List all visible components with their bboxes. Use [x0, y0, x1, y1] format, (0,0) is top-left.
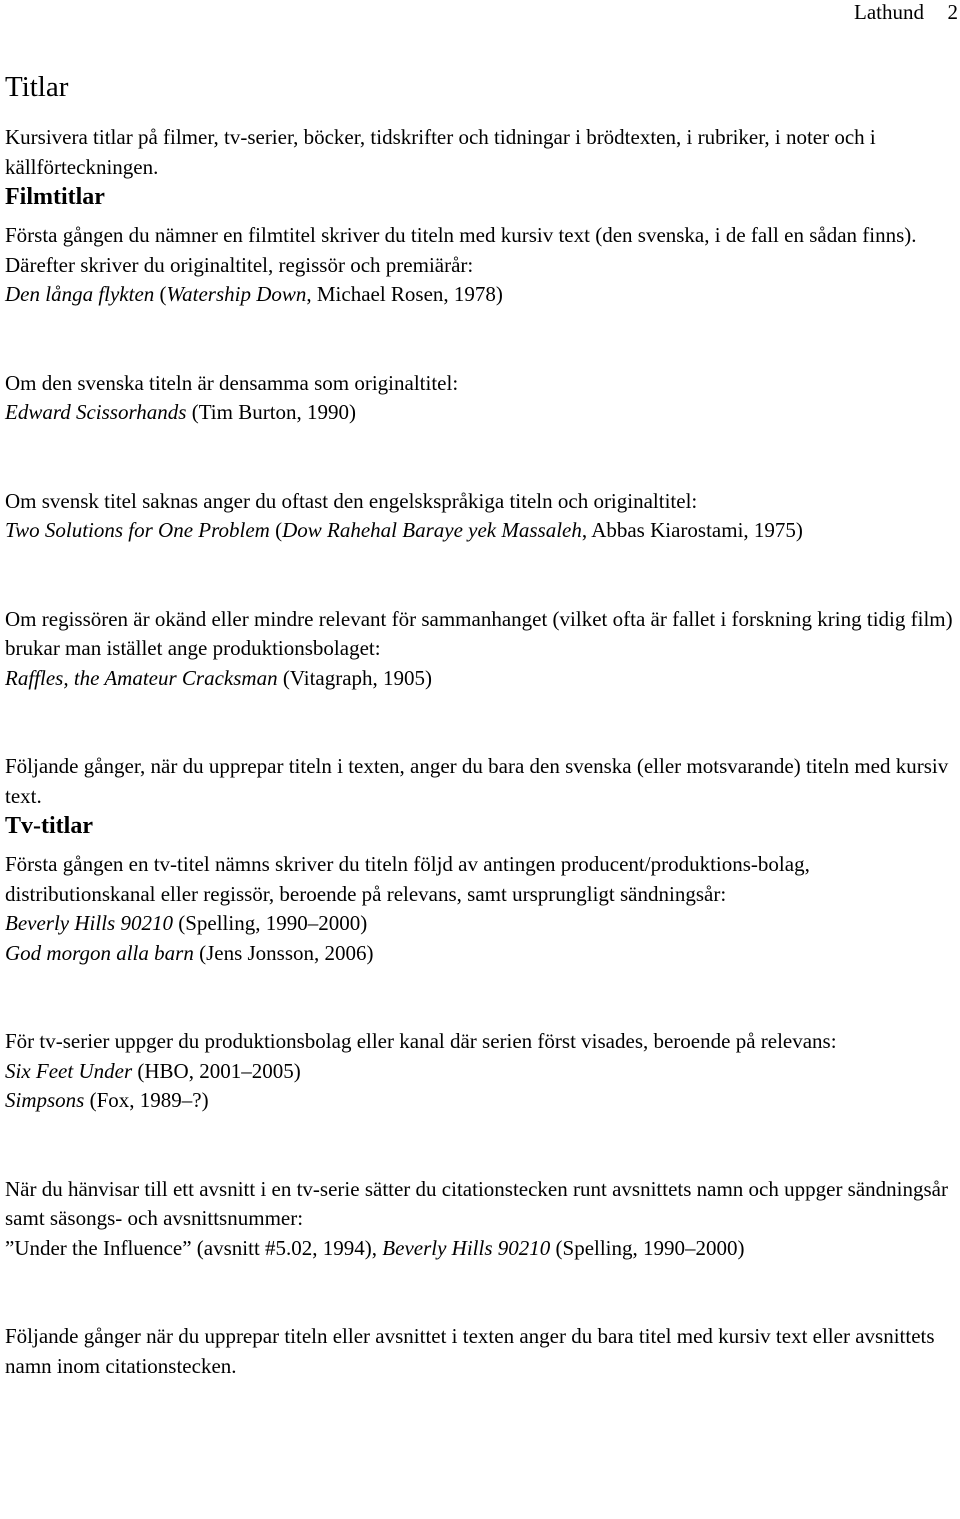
tv-paragraph-3: [5, 1175, 955, 1264]
film-paragraph-2: [5, 369, 955, 428]
tv-title: Six Feet Under: [5, 1058, 133, 1083]
film-paragraph-4: [5, 605, 955, 694]
tv-paragraph-2: [5, 1027, 955, 1116]
page-header: [0, 0, 960, 26]
tv-paragraph-4: Följande gånger när du upprepar titeln eller avsnittet i texten anger du bara titel med kursiv text eller avsnittets namn inom citationstecken.: [5, 1324, 935, 1378]
intro-paragraph: Kursivera titlar på filmer, tv-serier, böcker, tidskrifter och tidningar i brödtexten, i rubriker, i noter och i källförteckningen.: [5, 125, 876, 179]
running-title: Lathund: [854, 0, 924, 24]
film-heading: Filmtitlar: [5, 184, 105, 210]
film-p1-text: Första gången du nämner en filmtitel skriver du titeln med kursiv text (den svenska, i de fall en sådan finns). Därefter skriver du originaltitel, regissör och premiärår:: [5, 223, 917, 277]
film-title: Edward Scissorhands: [5, 400, 187, 424]
tv-paragraph-1: [5, 850, 955, 968]
tv-p2-text: För tv-serier uppger du produktionsbolag eller kanal där serien först visades, beroende på relevans:: [5, 1029, 837, 1053]
film-title-en: Two Solutions for One Problem: [5, 518, 270, 542]
tv-p1-example-1: Beverly Hills 90210 (Spelling, 1990–2000): [5, 911, 368, 935]
film-paragraph-3: [5, 487, 955, 546]
film-paragraph-5: Följande gånger, när du upprepar titeln i texten, anger du bara den svenska (eller motsvarande) titeln med kursiv text.: [5, 754, 949, 808]
tv-heading: Tv-titlar: [5, 813, 93, 839]
film-p3-example: Two Solutions for One Problem (Dow Rahehal Baraye yek Massaleh, Abbas Kiarostami, 1975): [5, 518, 803, 542]
tv-title: Simpsons: [5, 1088, 85, 1112]
tv-p1-text: Första gången en tv-titel nämns skriver du titeln följd av antingen producent/produktions-bolag, distributionskanal eller regissör, beroende på relevans, samt ursprungligt sändningsår:: [5, 852, 810, 906]
tv-p2-example-1: Six Feet Under (HBO, 2001–2005): [5, 1058, 301, 1083]
film-p3-text: Om svensk titel saknas anger du oftast den engelskspråkiga titeln och originaltitel:: [5, 488, 698, 513]
page-number: 2: [947, 0, 958, 24]
film-p2-text: Om den svenska titeln är densamma som originaltitel:: [5, 370, 459, 395]
tv-title: God morgon alla barn: [5, 940, 194, 965]
tv-p2-example-2: Simpsons (Fox, 1989–?): [5, 1088, 209, 1112]
film-p2-example: Edward Scissorhands (Tim Burton, 1990): [5, 400, 357, 424]
film-p1-example: Den långa flykten (Watership Down, Michael Rosen, 1978): [5, 282, 503, 306]
film-title-orig: Watership Down: [166, 282, 307, 306]
film-title-sv: Den långa flykten: [5, 282, 155, 306]
tv-title: Beverly Hills 90210: [382, 1235, 551, 1260]
tv-title: Beverly Hills 90210: [5, 911, 173, 935]
film-p4-text: Om regissören är okänd eller mindre relevant för sammanhanget (vilket ofta är fallet i forskning kring tidig film) brukar man istället ange produktionsbolaget:: [5, 606, 953, 660]
section-title: Titlar: [5, 71, 69, 103]
tv-p3-example: ”Under the Influence” (avsnitt #5.02, 1994), Beverly Hills 90210 (Spelling, 1990–2000): [5, 1235, 745, 1260]
tv-p3-text: När du hänvisar till ett avsnitt i en tv-serie sätter du citationstecken runt avsnittets namn och uppger sändningsår samt säsongs- och avsnittsnummer:: [5, 1176, 949, 1230]
document-body: [5, 70, 955, 1381]
film-paragraph-1: [5, 221, 955, 310]
tv-p1-example-2: God morgon alla barn (Jens Jonsson, 2006): [5, 940, 374, 965]
film-p4-example: Raffles, the Amateur Cracksman (Vitagraph, 1905): [5, 665, 433, 690]
film-title-orig: Dow Rahehal Baraye yek Massaleh: [282, 518, 582, 542]
film-title: Raffles, the Amateur Cracksman: [5, 665, 278, 690]
